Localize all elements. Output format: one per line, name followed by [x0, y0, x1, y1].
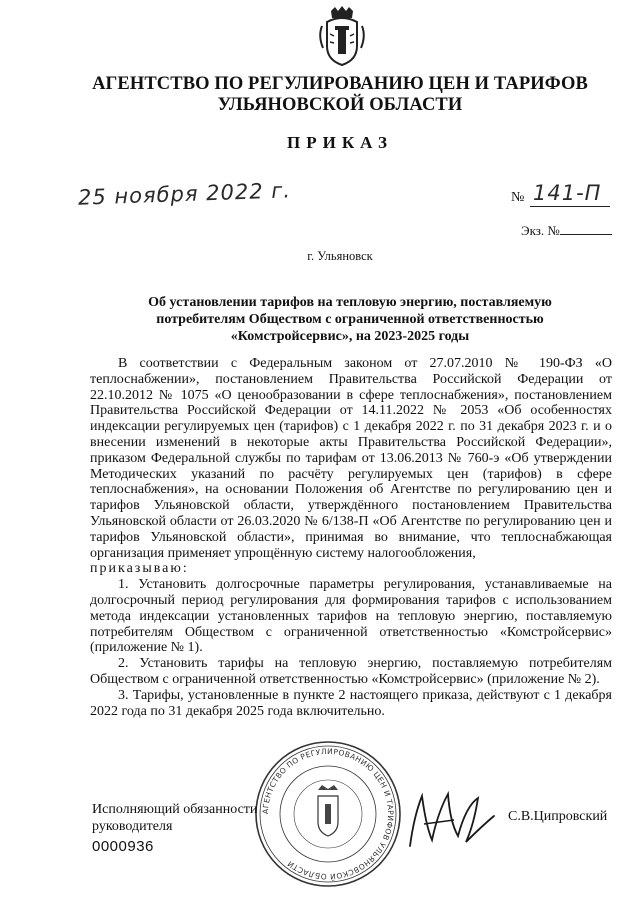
copy-number-blank: [560, 234, 612, 235]
copy-number-label: Экз. №: [521, 223, 560, 238]
city-line: г. Ульяновск: [307, 249, 373, 263]
signer-position-line-2: руководителя: [92, 819, 173, 834]
order-body: [90, 356, 612, 719]
preamble-paragraph: В соответствии с Федеральным законом от 27.07.2010 № 190-ФЗ «О теплоснабжении», постановлением Правительства Российской Федерации от 22.10.2012 № 1075 «О ценообразовании в сфере теплоснабжения», постановлением Правительства Российской Федерации от 14.11.2022 № 2053 «Об особенностях индексации регулируемых цен (тарифов) с 1 декабря 2022 г. по 31 декабря 2023 г. и о внесении изменений в некоторые акты Правительства Российской Федерации», приказом Федеральной службы по тарифам от 13.06.2013 № 760-э «Об утверждении Методических указаний по расчёту регулируемых цен (тарифов) в сфере теплоснабжения», на основании Положения об Агентстве по регулированию цен и тарифов Ульяновской области, утверждённого постановлением Правительства Ульяновской области от 26.03.2020 № 6/138-П «Об Агентстве по регулированию цен и тарифов Ульяновской области», принимая во внимание, что теплоснабжающая организация применяет упрощённую систему налогообложения,: [90, 356, 612, 561]
order-word: приказываю:: [90, 561, 189, 577]
subject-line-1: Об установлении тарифов на тепловую энергию, поставляемую: [148, 295, 552, 310]
order-number-underline: [530, 206, 610, 207]
handwritten-signature-icon: [396, 776, 506, 866]
order-number-label: №: [511, 190, 525, 205]
official-seal-icon: [252, 738, 404, 890]
subject-line-3: «Комстройсервис», на 2023-2025 годы: [230, 329, 470, 344]
agency-name-line-2: УЛЬЯНОВСКОЙ ОБЛАСТИ: [217, 95, 463, 115]
order-item-3: 3. Тарифы, установленные в пункте 2 настоящего приказа, действуют с 1 декабря 2022 года по 31 декабря 2025 года включительно.: [90, 687, 612, 719]
coat-of-arms-icon: [318, 6, 366, 68]
copy-number-field: [521, 223, 612, 239]
order-item-1: 1. Установить долгосрочные параметры регулирования, устанавливаемые на долгосрочный период регулирования для формирования тарифов с использованием метода индексации установленных тарифов на тепловую энергию, поставляемую потребителям Обществом с ограниченной ответственностью «Комстройсервис» (приложение № 1).: [90, 577, 612, 656]
agency-name-line-1: АГЕНТСТВО ПО РЕГУЛИРОВАНИЮ ЦЕН И ТАРИФОВ: [92, 74, 588, 94]
order-subject: [100, 294, 600, 345]
order-date-handwritten: 25 ноября 2022 г.: [77, 178, 292, 210]
seal-text: АГЕНТСТВО ПО РЕГУЛИРОВАНИЮ ЦЕН И ТАРИФОВ УЛЬЯНОВСКОЙ ОБЛАСТИ: [260, 746, 396, 882]
signer-position-line-1: Исполняющий обязанности: [92, 802, 258, 817]
subject-line-2: потребителям Обществом с ограниченной ответственностью: [156, 312, 544, 327]
signer-name: С.В.Ципровский: [508, 809, 608, 824]
document-type-title: ПРИКАЗ: [287, 133, 393, 152]
signer-position: [92, 801, 257, 835]
registration-number: 0000936: [92, 838, 154, 855]
order-number-handwritten: 141-П: [533, 181, 602, 205]
order-item-2: 2. Установить тарифы на тепловую энергию, поставляемую потребителям Обществом с ограниченной ответственностью «Комстройсервис» (приложение № 2).: [90, 656, 612, 687]
